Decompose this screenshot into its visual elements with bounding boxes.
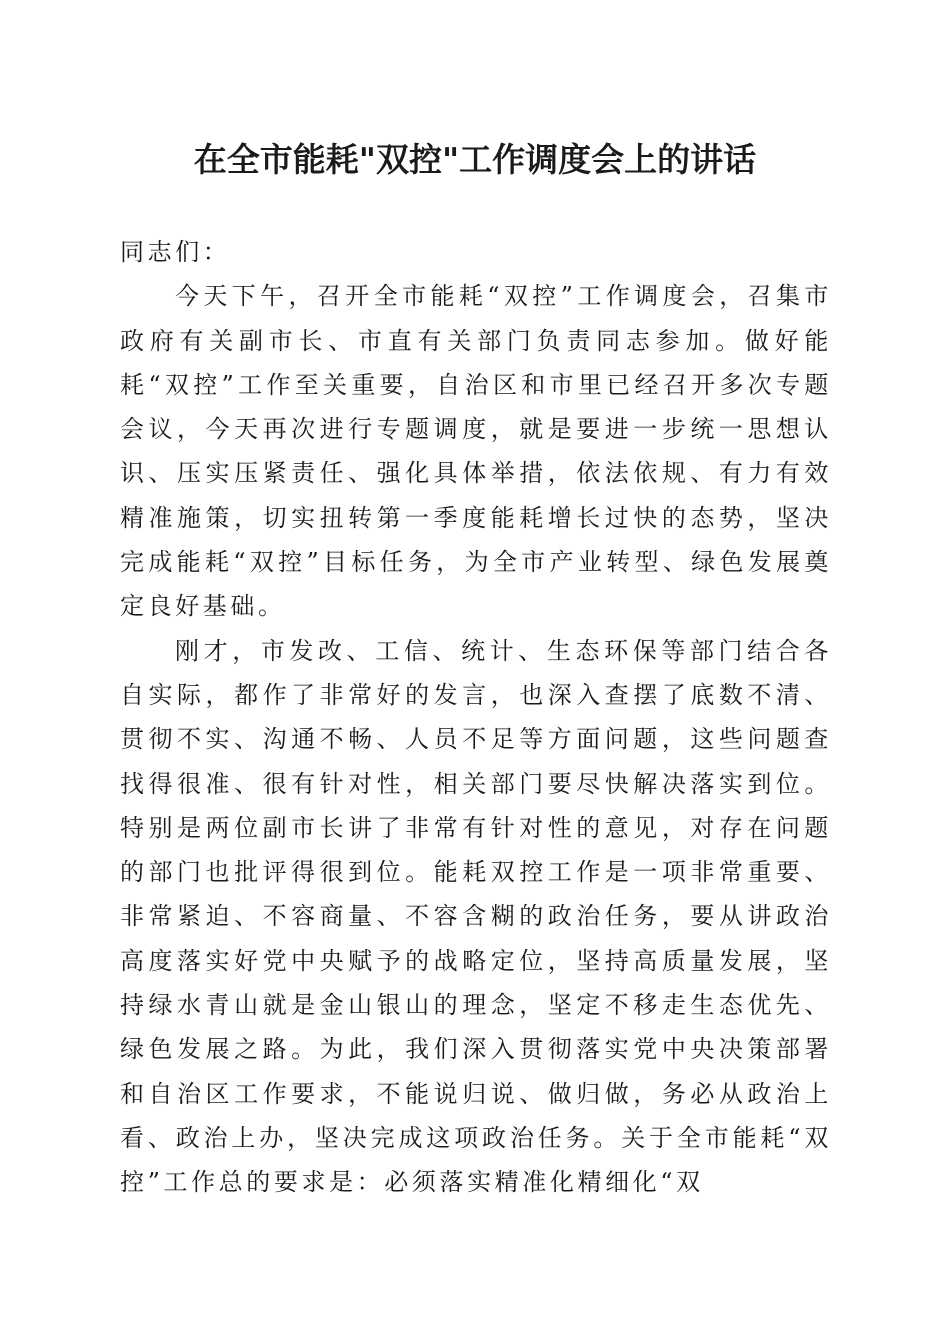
paragraph-1: 今天下午，召开全市能耗“双控”工作调度会，召集市政府有关副市长、市直有关部门负责同志参加。做好能耗“双控”工作至关重要，自治区和市里已经召开多次专题会议，今天再次进行专题调度，就是要进一步统一思想认识、压实压紧责任、强化具体举措，依法依规、有力有效精准施策，切实扭转第一季度能耗增长过快的态势，坚决完成能耗“双控”目标任务，为全市产业转型、绿色发展奠定良好基础。 [120, 282, 832, 621]
document-body [120, 230, 832, 1205]
paragraph-2: 刚才，市发改、工信、统计、生态环保等部门结合各自实际，都作了非常好的发言，也深入查摆了底数不清、贯彻不实、沟通不畅、人员不足等方面问题，这些问题查找得很准、很有针对性，相关部门要尽快解决落实到位。特别是两位副市长讲了非常有针对性的意见，对存在问题的部门也批评得很到位。能耗双控工作是一项非常重要、非常紧迫、不容商量、不容含糊的政治任务，要从讲政治高度落实好党中央赋予的战略定位，坚持高质量发展，坚持绿水青山就是金山银山的理念，坚定不移走生态优先、绿色发展之路。为此，我们深入贯彻落实党中央决策部署和自治区工作要求，不能说归说、做归做，务必从政治上看、政治上办，坚决完成这项政治任务。关于全市能耗“双控”工作总的要求是：必须落实精准化精细化“双 [120, 636, 832, 1197]
document-title: 在全市能耗"双控"工作调度会上的讲话 [193, 140, 757, 179]
salutation: 同志们： [120, 238, 231, 266]
